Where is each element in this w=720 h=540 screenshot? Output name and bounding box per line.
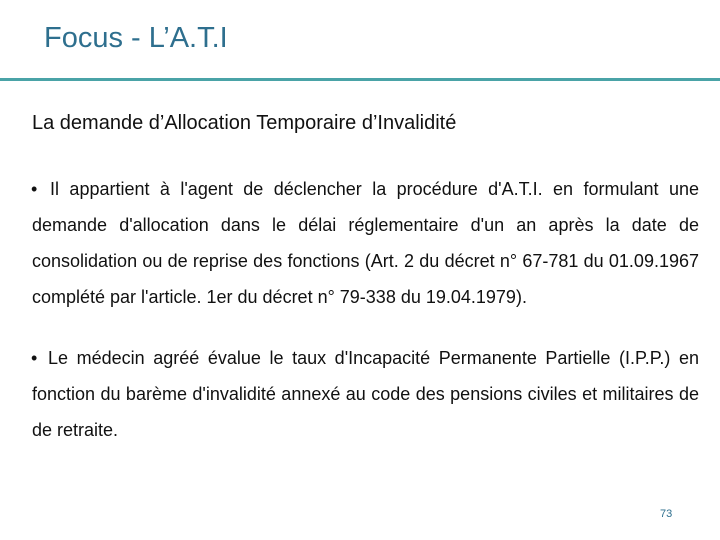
title-divider bbox=[0, 78, 720, 81]
bullet-marker: • bbox=[31, 179, 38, 199]
slide-subtitle: La demande d’Allocation Temporaire d’Invalidité bbox=[32, 112, 457, 134]
bullet-item bbox=[32, 340, 699, 448]
slide-title: Focus - L’A.T.I bbox=[44, 22, 228, 54]
bullet-text: Le médecin agréé évalue le taux d'Incapacité Permanente Partielle (I.P.P.) en fonction du barème d'invalidité annexé au code des pensions civiles et militaires de de retraite. bbox=[32, 348, 699, 440]
bullet-marker: • bbox=[31, 348, 38, 368]
bullet-item bbox=[32, 171, 699, 315]
page-number: 73 bbox=[660, 508, 673, 520]
bullet-text: Il appartient à l'agent de déclencher la procédure d'A.T.I. en formulant une demande d'allocation dans le délai réglementaire d'un an après la date de consolidation ou de reprise des fonctions (Art. 2 du décret n° 67-781 du 01.09.1967 complété par l'article. 1er du décret n° 79-338 du 19.04.1979). bbox=[32, 179, 699, 307]
